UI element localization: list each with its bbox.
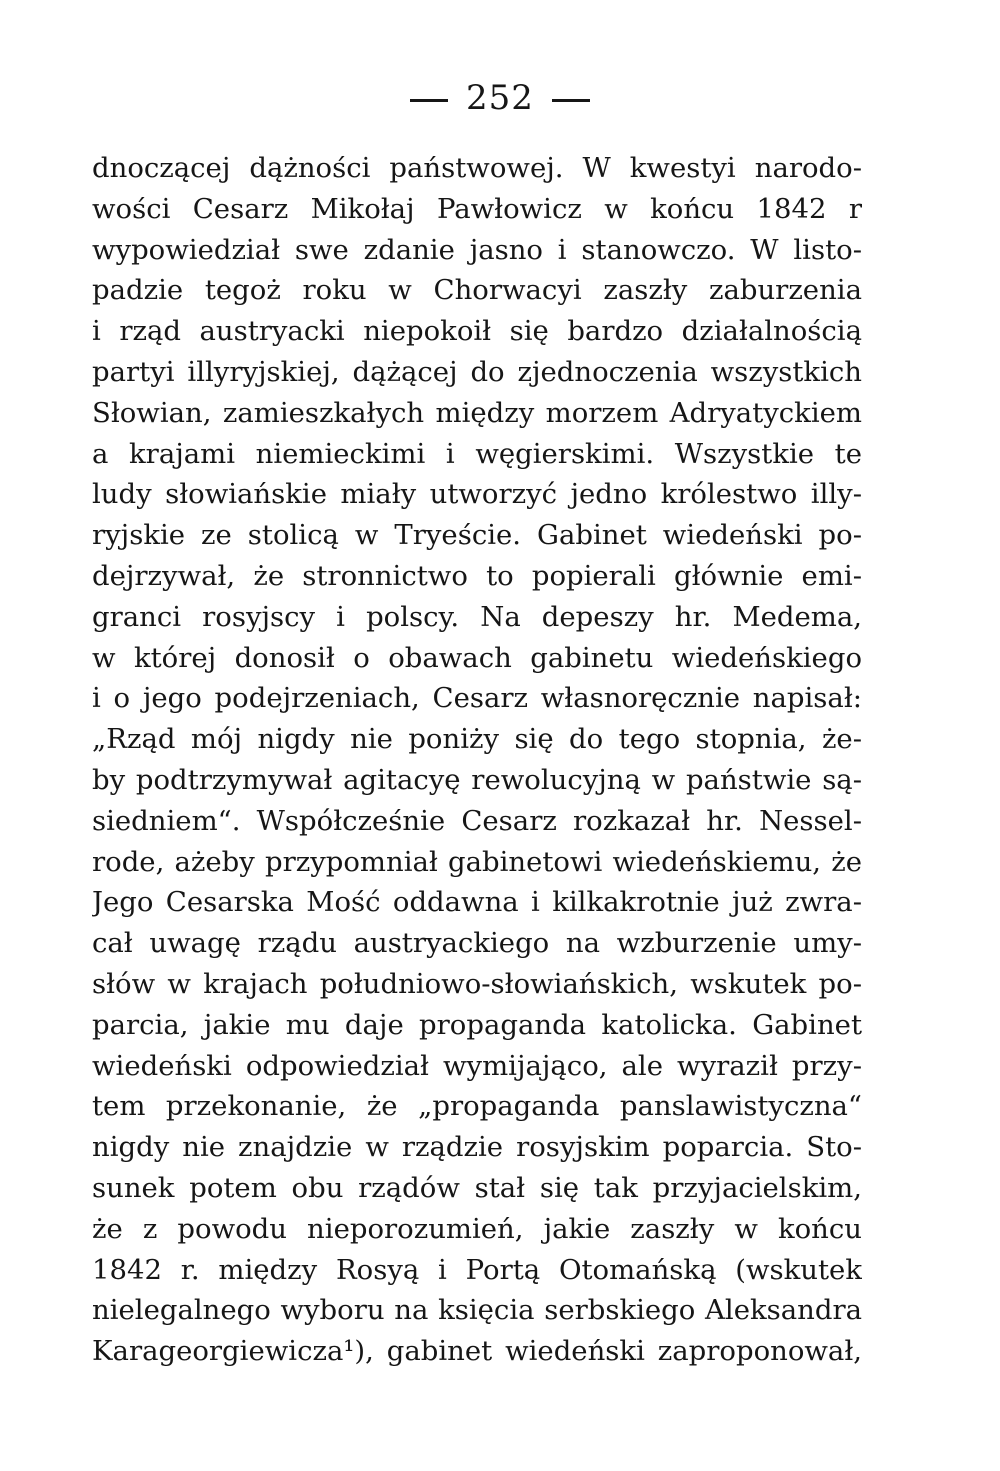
page-header xyxy=(0,78,1000,118)
text-line: by podtrzymywał agitacyę rewolucyjną w państwie są- xyxy=(92,763,862,796)
text-line: wiedeński odpowiedział wymijająco, ale wyraził przy- xyxy=(92,1049,862,1082)
text-line: Słowian, zamieszkałych między morzem Adryatyckiem xyxy=(92,396,862,429)
header-dash-right xyxy=(552,99,590,102)
text-line: tem przekonanie, że „propaganda panslawistyczna“ xyxy=(92,1090,862,1123)
text-line: wości Cesarz Mikołaj Pawłowicz w końcu 1842 r xyxy=(92,192,862,225)
text-line: rode, ażeby przypomniał gabinetowi wiedeńskiemu, że xyxy=(92,845,862,878)
text-line: Jego Cesarska Mość oddawna i kilkakrotnie już zwra- xyxy=(92,886,862,919)
text-line: cał uwagę rządu austryackiego na wzburzenie umy- xyxy=(92,927,862,960)
text-line: padzie tegoż roku w Chorwacyi zaszły zaburzenia xyxy=(92,274,862,307)
header-dash-left xyxy=(410,99,448,102)
text-line: nielegalnego wyboru na księcia serbskiego Aleksandra xyxy=(92,1294,862,1327)
text-line: dnoczącej dążności państwowej. W kwestyi narodo- xyxy=(92,152,862,184)
text-line: dejrzywał, że stronnictwo to popierali głównie emi- xyxy=(92,559,862,592)
text-line: i rząd austryacki niepokoił się bardzo działalnością xyxy=(92,315,862,348)
text-line: „Rząd mój nigdy nie poniży się do tego stopnia, że- xyxy=(92,723,862,756)
text-line: sunek potem obu rządów stał się tak przyjacielskim, xyxy=(92,1171,862,1204)
text-line: 1842 r. między Rosyą i Portą Otomańską (wskutek xyxy=(92,1253,862,1286)
body-text xyxy=(92,148,862,1372)
text-line: Karageorgiewicza¹), gabinet wiedeński zaproponował, xyxy=(92,1335,862,1368)
text-line: wypowiedział swe zdanie jasno i stanowczo. W listo- xyxy=(92,233,862,266)
text-line: ludy słowiańskie miały utworzyć jedno królestwo illy- xyxy=(92,478,862,511)
text-line: a krajami niemieckimi i węgierskimi. Wszystkie te xyxy=(92,437,862,470)
text-line: parcia, jakie mu daje propaganda katolicka. Gabinet xyxy=(92,1008,862,1041)
text-line: w której donosił o obawach gabinetu wiedeńskiego xyxy=(92,641,862,674)
text-line: siedniem“. Współcześnie Cesarz rozkazał hr. Nessel- xyxy=(92,804,862,837)
text-line: ryjskie ze stolicą w Tryeście. Gabinet wiedeński po- xyxy=(92,519,862,552)
text-line: słów w krajach południowo-słowiańskich, wskutek po- xyxy=(92,967,862,1000)
text-line: i o jego podejrzeniach, Cesarz własnoręcznie napisał: xyxy=(92,682,862,715)
text-line: że z powodu nieporozumień, jakie zaszły w końcu xyxy=(92,1212,862,1245)
page-number: 252 xyxy=(466,78,534,118)
text-line: nigdy nie znajdzie w rządzie rosyjskim poparcia. Sto- xyxy=(92,1131,862,1164)
text-line: partyi illyryjskiej, dążącej do zjednoczenia wszystkich xyxy=(92,355,862,388)
text-line: granci rosyjscy i polscy. Na depeszy hr. Medema, xyxy=(92,600,862,633)
